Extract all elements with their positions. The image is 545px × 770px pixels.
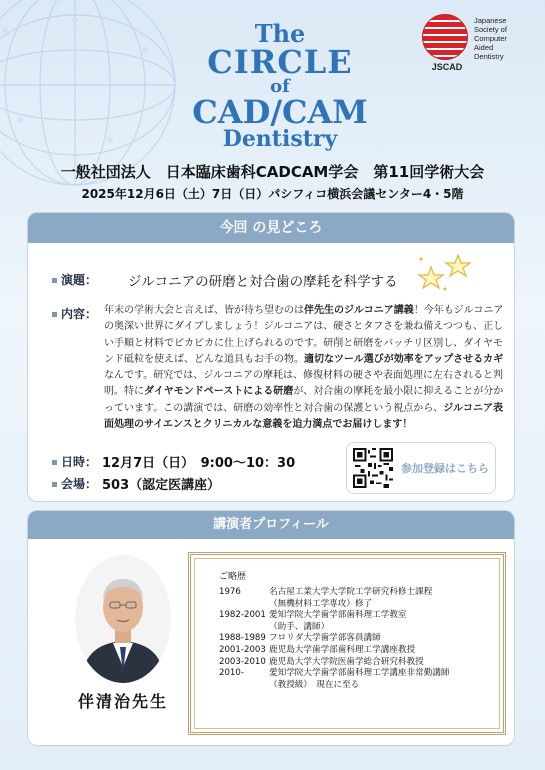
career-list bbox=[219, 587, 509, 691]
logo-text-line: Society of bbox=[474, 25, 507, 34]
bullet-icon bbox=[52, 460, 57, 465]
content-emphasis: ダイヤモンドペーストによる研磨 bbox=[144, 386, 294, 398]
title-line-the: The bbox=[254, 19, 306, 48]
speaker-name: 伴清治先生 bbox=[77, 692, 168, 711]
content-emphasis: 適切なツール選びが効率をアップさせるカギ bbox=[304, 353, 504, 365]
register-label[interactable]: 参加登録はこちら bbox=[401, 462, 489, 475]
career-year bbox=[219, 680, 269, 692]
kaijo-value: 503（認定医講座） bbox=[102, 478, 221, 493]
logo-label: JSCAD bbox=[431, 62, 463, 72]
career-row bbox=[219, 610, 509, 622]
bullet-icon bbox=[52, 278, 57, 283]
career-row bbox=[219, 645, 509, 657]
content-text: 年末の学術大会と言えば、皆が待ち望むのは bbox=[104, 305, 304, 316]
jscad-logo bbox=[418, 14, 538, 74]
career-row bbox=[219, 599, 509, 611]
career-desc: （無機材料工学専攻）修了 bbox=[269, 598, 373, 609]
career-year bbox=[219, 622, 269, 634]
title-line-circle: CIRCLE bbox=[207, 43, 353, 81]
content-text: なんです。研究では、ジルコニアの摩耗は、修復材料の硬さや表面処理に左右されると判明。特に bbox=[104, 370, 503, 398]
enshu-value: ジルコニアの研磨と対合歯の摩耗を科学する bbox=[128, 274, 398, 290]
career-frame bbox=[188, 552, 506, 735]
career-row bbox=[219, 622, 509, 634]
career-year: 2010- bbox=[219, 668, 244, 679]
career-desc: 鹿児島大学歯学部歯科理工学講座教授 bbox=[269, 644, 416, 655]
content-emphasis: ジルコニア表面処理のサイエンスとクリニカルな意義を迫力満点でお届けします！ bbox=[104, 402, 503, 431]
career-desc: 鹿児島大学大学院医歯学総合研究科教授 bbox=[269, 656, 424, 667]
organization-title: 一般社団法人 日本臨床歯科CADCAM学会 第11回学術大会 bbox=[60, 163, 485, 181]
career-row bbox=[219, 633, 509, 645]
naiyo-label: 内容： bbox=[61, 307, 98, 321]
kaijo-label: 会場： bbox=[61, 477, 98, 491]
bullet-icon bbox=[52, 482, 57, 487]
highlights-heading: 今回 の見どころ bbox=[28, 213, 514, 243]
title-line-of: of bbox=[270, 76, 290, 97]
speaker-photo bbox=[75, 555, 171, 683]
qr-code-icon[interactable] bbox=[353, 448, 393, 488]
logo-text-line: Dentistry bbox=[474, 52, 504, 61]
registration-link[interactable] bbox=[346, 442, 496, 494]
enshu-label: 演題： bbox=[61, 273, 98, 287]
career-year: 1988-1989 bbox=[219, 633, 266, 644]
enshu-label-row bbox=[52, 271, 97, 288]
speaker-heading: 講演者プロフィール bbox=[28, 511, 514, 539]
career-row bbox=[219, 587, 509, 599]
content-emphasis: 伴先生のジルコニア講義 bbox=[304, 305, 414, 316]
nichiji-label: 日時： bbox=[61, 455, 98, 469]
content-text: が、対合歯の摩耗を最小限に抑えることが分かっています。この講演では、研磨の効率性と対合歯の保護という視点から、 bbox=[104, 386, 504, 414]
speaker-portrait-icon bbox=[75, 555, 171, 683]
career-desc: フロリダ大学歯学部客員講師 bbox=[269, 633, 381, 644]
career-desc: 愛知学院大学歯学部歯科理工学教室 bbox=[269, 610, 407, 621]
content-paragraph bbox=[104, 303, 504, 433]
bullet-icon bbox=[52, 312, 57, 317]
sparkle-stars-icon bbox=[413, 253, 473, 293]
career-desc: （教授級） 現在に至る bbox=[269, 679, 360, 690]
nichiji-label-row bbox=[52, 453, 97, 470]
logo-text bbox=[474, 16, 544, 61]
content-text: ！今年もジルコニアの奥深い世界にダイブしましょう！ジルコニアは、硬さとタフさを兼ね備えつつも、正しい手順と材料でピカピカに仕上げられるのです。研削と研磨をバッチリ区別し、ダイヤモンド砥粒を使えば、どんな道具もお手の物。 bbox=[104, 305, 504, 365]
career-year: 2003-2010 bbox=[219, 656, 266, 667]
logo-text-line: Japanese bbox=[474, 16, 507, 25]
event-title bbox=[150, 19, 410, 152]
kaijo-label-row bbox=[52, 475, 97, 492]
logo-text-line: Computer bbox=[474, 34, 507, 43]
career-year: 1982-2001 bbox=[219, 610, 266, 621]
logo-text-line: Aided bbox=[474, 43, 494, 52]
speaker-card bbox=[27, 510, 515, 746]
career-year bbox=[219, 599, 269, 611]
career-row bbox=[219, 680, 509, 692]
career-frame-inner bbox=[194, 558, 500, 729]
career-row bbox=[219, 668, 509, 680]
career-desc: 愛知学院大学歯学部歯科理工学講座非常勤講師 bbox=[269, 668, 450, 679]
naiyo-label-row bbox=[52, 305, 97, 322]
date-venue: 2025年12月6日（土）7日（日）パシフィコ横浜会議センター4・5階 bbox=[81, 187, 464, 201]
career-row bbox=[219, 657, 509, 669]
career-desc: 名古屋工業大学大学院工学研究科修士課程 bbox=[269, 587, 433, 597]
nichiji-value: 12月7日（日） 9:00〜10：30 bbox=[102, 456, 296, 471]
career-title: ご略歴 bbox=[219, 572, 247, 582]
career-year: 1976 bbox=[219, 587, 241, 597]
title-line-cadcam: CAD/CAM bbox=[192, 93, 368, 131]
career-year: 2001-2003 bbox=[219, 644, 266, 655]
career-desc: （助手、講師） bbox=[269, 621, 330, 632]
jscad-logo-icon bbox=[422, 14, 468, 60]
highlights-card bbox=[27, 212, 515, 502]
title-line-dentistry: Dentistry bbox=[222, 126, 338, 152]
